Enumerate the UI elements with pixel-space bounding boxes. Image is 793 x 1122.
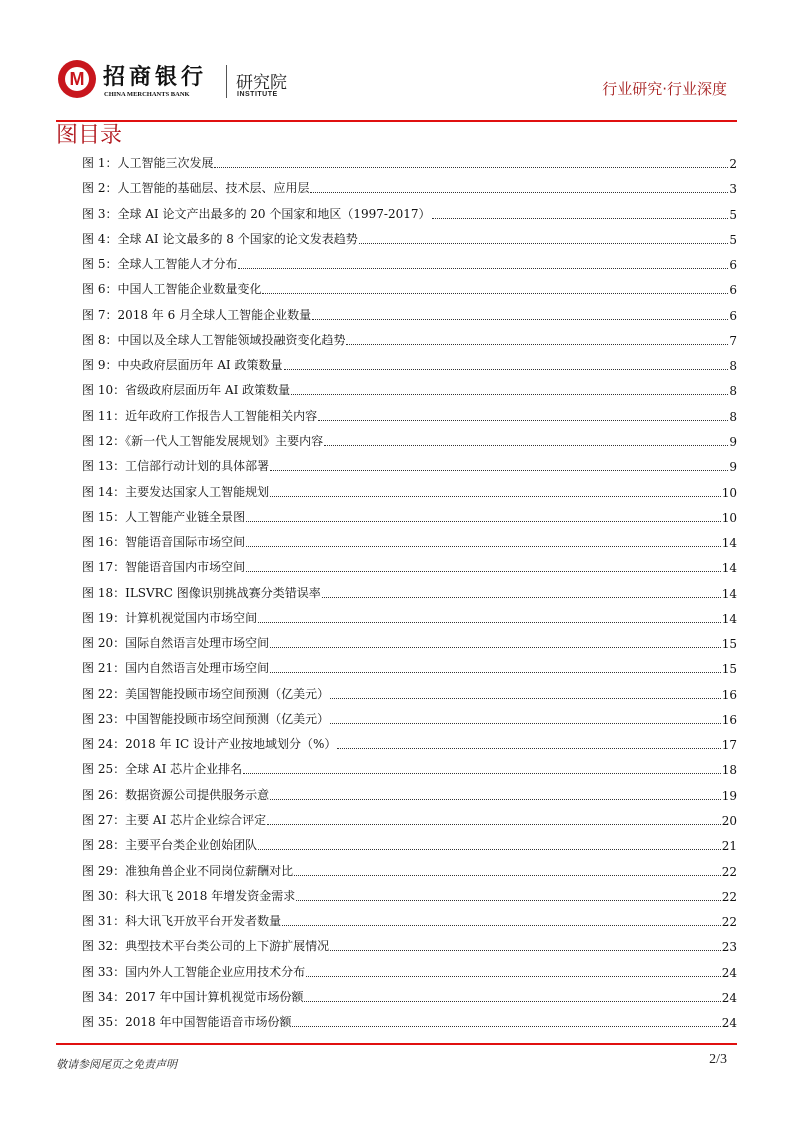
- toc-entry[interactable]: [82, 911, 737, 929]
- dot-leader: [310, 192, 728, 193]
- toc-entry[interactable]: [82, 734, 737, 752]
- toc-entry-page: 24: [721, 990, 737, 1005]
- toc-entry-page: 8: [729, 384, 737, 399]
- toc-entry-label: 图 35：2018 年中国智能语音市场份额: [82, 1015, 292, 1030]
- dot-leader: [330, 723, 721, 724]
- toc-entry[interactable]: [82, 380, 737, 398]
- dot-leader: [243, 773, 721, 774]
- dot-leader: [312, 319, 728, 320]
- toc-entry-label: 图 8：中国以及全球人工智能领域投融资变化趋势: [82, 332, 346, 347]
- toc-entry-label: 图 3：全球 AI 论文产出最多的 20 个国家和地区（1997-2017）: [82, 206, 431, 221]
- toc-entry-page: 9: [729, 434, 737, 449]
- toc-entry-page: 5: [729, 232, 737, 247]
- bank-name-en: CHINA MERCHANTS BANK: [104, 91, 190, 98]
- toc-entry-page: 7: [729, 333, 737, 348]
- toc-entry[interactable]: [82, 962, 737, 980]
- toc-entry-page: 5: [729, 207, 737, 222]
- toc-entry[interactable]: [82, 557, 737, 575]
- toc-entry-page: 15: [721, 637, 737, 652]
- dot-leader: [359, 243, 729, 244]
- toc-entry[interactable]: [82, 633, 737, 651]
- toc-entry[interactable]: [82, 305, 737, 323]
- toc-entry-label: 图 12：《新一代人工智能发展规划》主要内容: [82, 433, 324, 448]
- dot-leader: [270, 799, 721, 800]
- toc-entry-label: 图 24：2018 年 IC 设计产业按地域划分（%）: [82, 737, 337, 752]
- toc-entry-label: 图 9：中央政府层面历年 AI 政策数量: [82, 358, 283, 373]
- toc-entry-page: 16: [721, 687, 737, 702]
- toc-entry-page: 15: [721, 662, 737, 677]
- toc-entry[interactable]: [82, 861, 737, 879]
- cmb-logo-icon: M: [58, 60, 96, 98]
- dot-leader: [330, 950, 721, 951]
- dot-leader: [330, 698, 721, 699]
- toc-entry[interactable]: [82, 229, 737, 247]
- dot-leader: [246, 521, 721, 522]
- toc-entry-page: 22: [721, 864, 737, 879]
- toc-entry-page: 8: [729, 409, 737, 424]
- dot-leader: [282, 925, 721, 926]
- toc-entry-page: 10: [721, 485, 737, 500]
- institute-cn: 研究院: [236, 73, 287, 93]
- toc-entry-label: 图 18：ILSVRC 图像识别挑战赛分类错误率: [82, 585, 321, 600]
- toc-entry-page: 24: [721, 965, 737, 980]
- dot-leader: [258, 849, 721, 850]
- toc-entry-label: 图 34：2017 年中国计算机视觉市场份额: [82, 989, 304, 1004]
- toc-entry-label: 图 10：省级政府层面历年 AI 政策数量: [82, 383, 291, 398]
- toc-entry-page: 16: [721, 712, 737, 727]
- dot-leader: [337, 748, 720, 749]
- toc-entry-label: 图 16：智能语音国际市场空间: [82, 535, 246, 550]
- toc-entry-label: 图 13：工信部行动计划的具体部署: [82, 459, 270, 474]
- toc-entry-page: 22: [721, 889, 737, 904]
- toc-entry-label: 图 2：人工智能的基础层、技术层、应用层: [82, 181, 310, 196]
- toc-entry-page: 17: [721, 738, 737, 753]
- dot-leader: [258, 622, 721, 623]
- toc-entry-label: 图 19：计算机视觉国内市场空间: [82, 610, 258, 625]
- toc-entry-page: 24: [721, 1016, 737, 1031]
- toc-entry-page: 23: [721, 940, 737, 955]
- toc-entry[interactable]: [82, 583, 737, 601]
- toc-entry-label: 图 28：主要平台类企业创始团队: [82, 838, 258, 853]
- dot-leader: [296, 900, 720, 901]
- toc-entry-label: 图 7：2018 年 6 月全球人工智能企业数量: [82, 307, 312, 322]
- toc-entry-page: 14: [721, 586, 737, 601]
- dot-leader: [270, 672, 721, 673]
- dot-leader: [291, 394, 728, 395]
- toc-entry-label: 图 14：主要发达国家人工智能规划: [82, 484, 270, 499]
- toc-entry[interactable]: [82, 355, 737, 373]
- bank-name-cn: 招商银行: [103, 65, 208, 90]
- toc-entry[interactable]: [82, 178, 737, 196]
- toc-entry-label: 图 22：美国智能投顾市场空间预测（亿美元）: [82, 686, 330, 701]
- toc-entry-label: 图 20：国际自然语言处理市场空间: [82, 636, 270, 651]
- dot-leader: [270, 647, 721, 648]
- toc-entry[interactable]: [82, 684, 737, 702]
- dot-leader: [284, 369, 729, 370]
- dot-leader: [238, 268, 728, 269]
- report-type: 行业研究·行业深度: [602, 80, 727, 98]
- toc-entry[interactable]: [82, 254, 737, 272]
- toc-entry[interactable]: [82, 936, 737, 954]
- page-number: 2/3: [709, 1052, 727, 1067]
- toc-entry-page: 14: [721, 536, 737, 551]
- toc-entry[interactable]: [82, 507, 737, 525]
- dot-leader: [346, 344, 728, 345]
- header-rule: [56, 120, 737, 122]
- dot-leader: [267, 824, 721, 825]
- page-title: 图目录: [56, 123, 123, 148]
- toc-entry[interactable]: [82, 759, 737, 777]
- toc-entry-page: 2: [729, 157, 737, 171]
- toc-entry-page: 8: [729, 359, 737, 374]
- toc-entry-page: 10: [721, 510, 737, 525]
- footer-rule: [56, 1043, 737, 1045]
- toc-entry[interactable]: [82, 987, 737, 1005]
- toc-entry-label: 图 1：人工智能三次发展: [82, 156, 214, 170]
- toc-entry[interactable]: [82, 204, 737, 222]
- dot-leader: [306, 976, 721, 977]
- toc-entry-label: 图 31：科大讯飞开放平台开发者数量: [82, 914, 282, 929]
- toc-entry[interactable]: [82, 709, 737, 727]
- toc-entry-page: 21: [721, 839, 737, 854]
- institute-en: INSTITUTE: [237, 91, 278, 98]
- toc-entry[interactable]: [82, 330, 737, 348]
- toc-entry-label: 图 26：数据资源公司提供服务示意: [82, 787, 270, 802]
- toc-entry[interactable]: [82, 431, 737, 449]
- toc-entry-label: 图 32：典型技术平台类公司的上下游扩展情况: [82, 939, 330, 954]
- toc-entry-label: 图 21：国内自然语言处理市场空间: [82, 661, 270, 676]
- dot-leader: [318, 420, 728, 421]
- dot-leader: [246, 546, 721, 547]
- toc-entry-label: 图 4：全球 AI 论文最多的 8 个国家的论文发表趋势: [82, 231, 358, 246]
- toc-entry[interactable]: [82, 153, 737, 171]
- dot-leader: [322, 597, 721, 598]
- toc-entry-label: 图 25：全球 AI 芯片企业排名: [82, 762, 243, 777]
- toc-entry-label: 图 6：中国人工智能企业数量变化: [82, 282, 262, 297]
- toc-entry[interactable]: [82, 608, 737, 626]
- dot-leader: [292, 1026, 720, 1027]
- dot-leader: [324, 445, 728, 446]
- header-divider: [226, 65, 227, 98]
- toc-entry-label: 图 27：主要 AI 芯片企业综合评定: [82, 813, 267, 828]
- toc-entry-page: 14: [721, 561, 737, 576]
- toc-entry-page: 22: [721, 915, 737, 930]
- dot-leader: [432, 218, 729, 219]
- toc-entry-label: 图 33：国内外人工智能企业应用技术分布: [82, 964, 306, 979]
- toc-entry[interactable]: [82, 532, 737, 550]
- toc-entry[interactable]: [82, 658, 737, 676]
- dot-leader: [246, 571, 721, 572]
- toc-entry-label: 图 11：近年政府工作报告人工智能相关内容: [82, 408, 318, 423]
- toc-entry-label: 图 15：人工智能产业链全景图: [82, 509, 246, 524]
- dot-leader: [262, 293, 728, 294]
- dot-leader: [294, 875, 721, 876]
- toc-entry[interactable]: [82, 810, 737, 828]
- toc-entry-page: 19: [721, 788, 737, 803]
- toc-entry[interactable]: [82, 482, 737, 500]
- toc-entry-label: 图 30：科大讯飞 2018 年增发资金需求: [82, 888, 296, 903]
- toc-entry-page: 20: [721, 814, 737, 829]
- toc-entry[interactable]: [82, 785, 737, 803]
- disclaimer-note: 敬请参阅尾页之免责声明: [56, 1058, 177, 1071]
- toc-entry-label: 图 23：中国智能投顾市场空间预测（亿美元）: [82, 711, 330, 726]
- toc-entry-page: 9: [729, 460, 737, 475]
- toc-entry-page: 6: [729, 258, 737, 273]
- toc-entry-page: 6: [729, 308, 737, 323]
- toc-entry-label: 图 17：智能语音国内市场空间: [82, 560, 246, 575]
- toc-entry-page: 6: [729, 283, 737, 298]
- toc-entry[interactable]: [82, 835, 737, 853]
- toc-entry[interactable]: [82, 1012, 737, 1030]
- dot-leader: [270, 496, 721, 497]
- toc-entry-page: 18: [721, 763, 737, 778]
- toc-entry-page: 3: [729, 182, 737, 197]
- toc-entry[interactable]: [82, 456, 737, 474]
- toc-entry-label: 图 29：准独角兽企业不同岗位薪酬对比: [82, 863, 294, 878]
- toc-entry[interactable]: [82, 406, 737, 424]
- toc-entry[interactable]: [82, 886, 737, 904]
- toc-entry-label: 图 5：全球人工智能人才分布: [82, 257, 238, 272]
- dot-leader: [214, 167, 728, 168]
- dot-leader: [270, 470, 728, 471]
- toc-entry[interactable]: [82, 279, 737, 297]
- dot-leader: [304, 1001, 720, 1002]
- toc-entry-page: 14: [721, 611, 737, 626]
